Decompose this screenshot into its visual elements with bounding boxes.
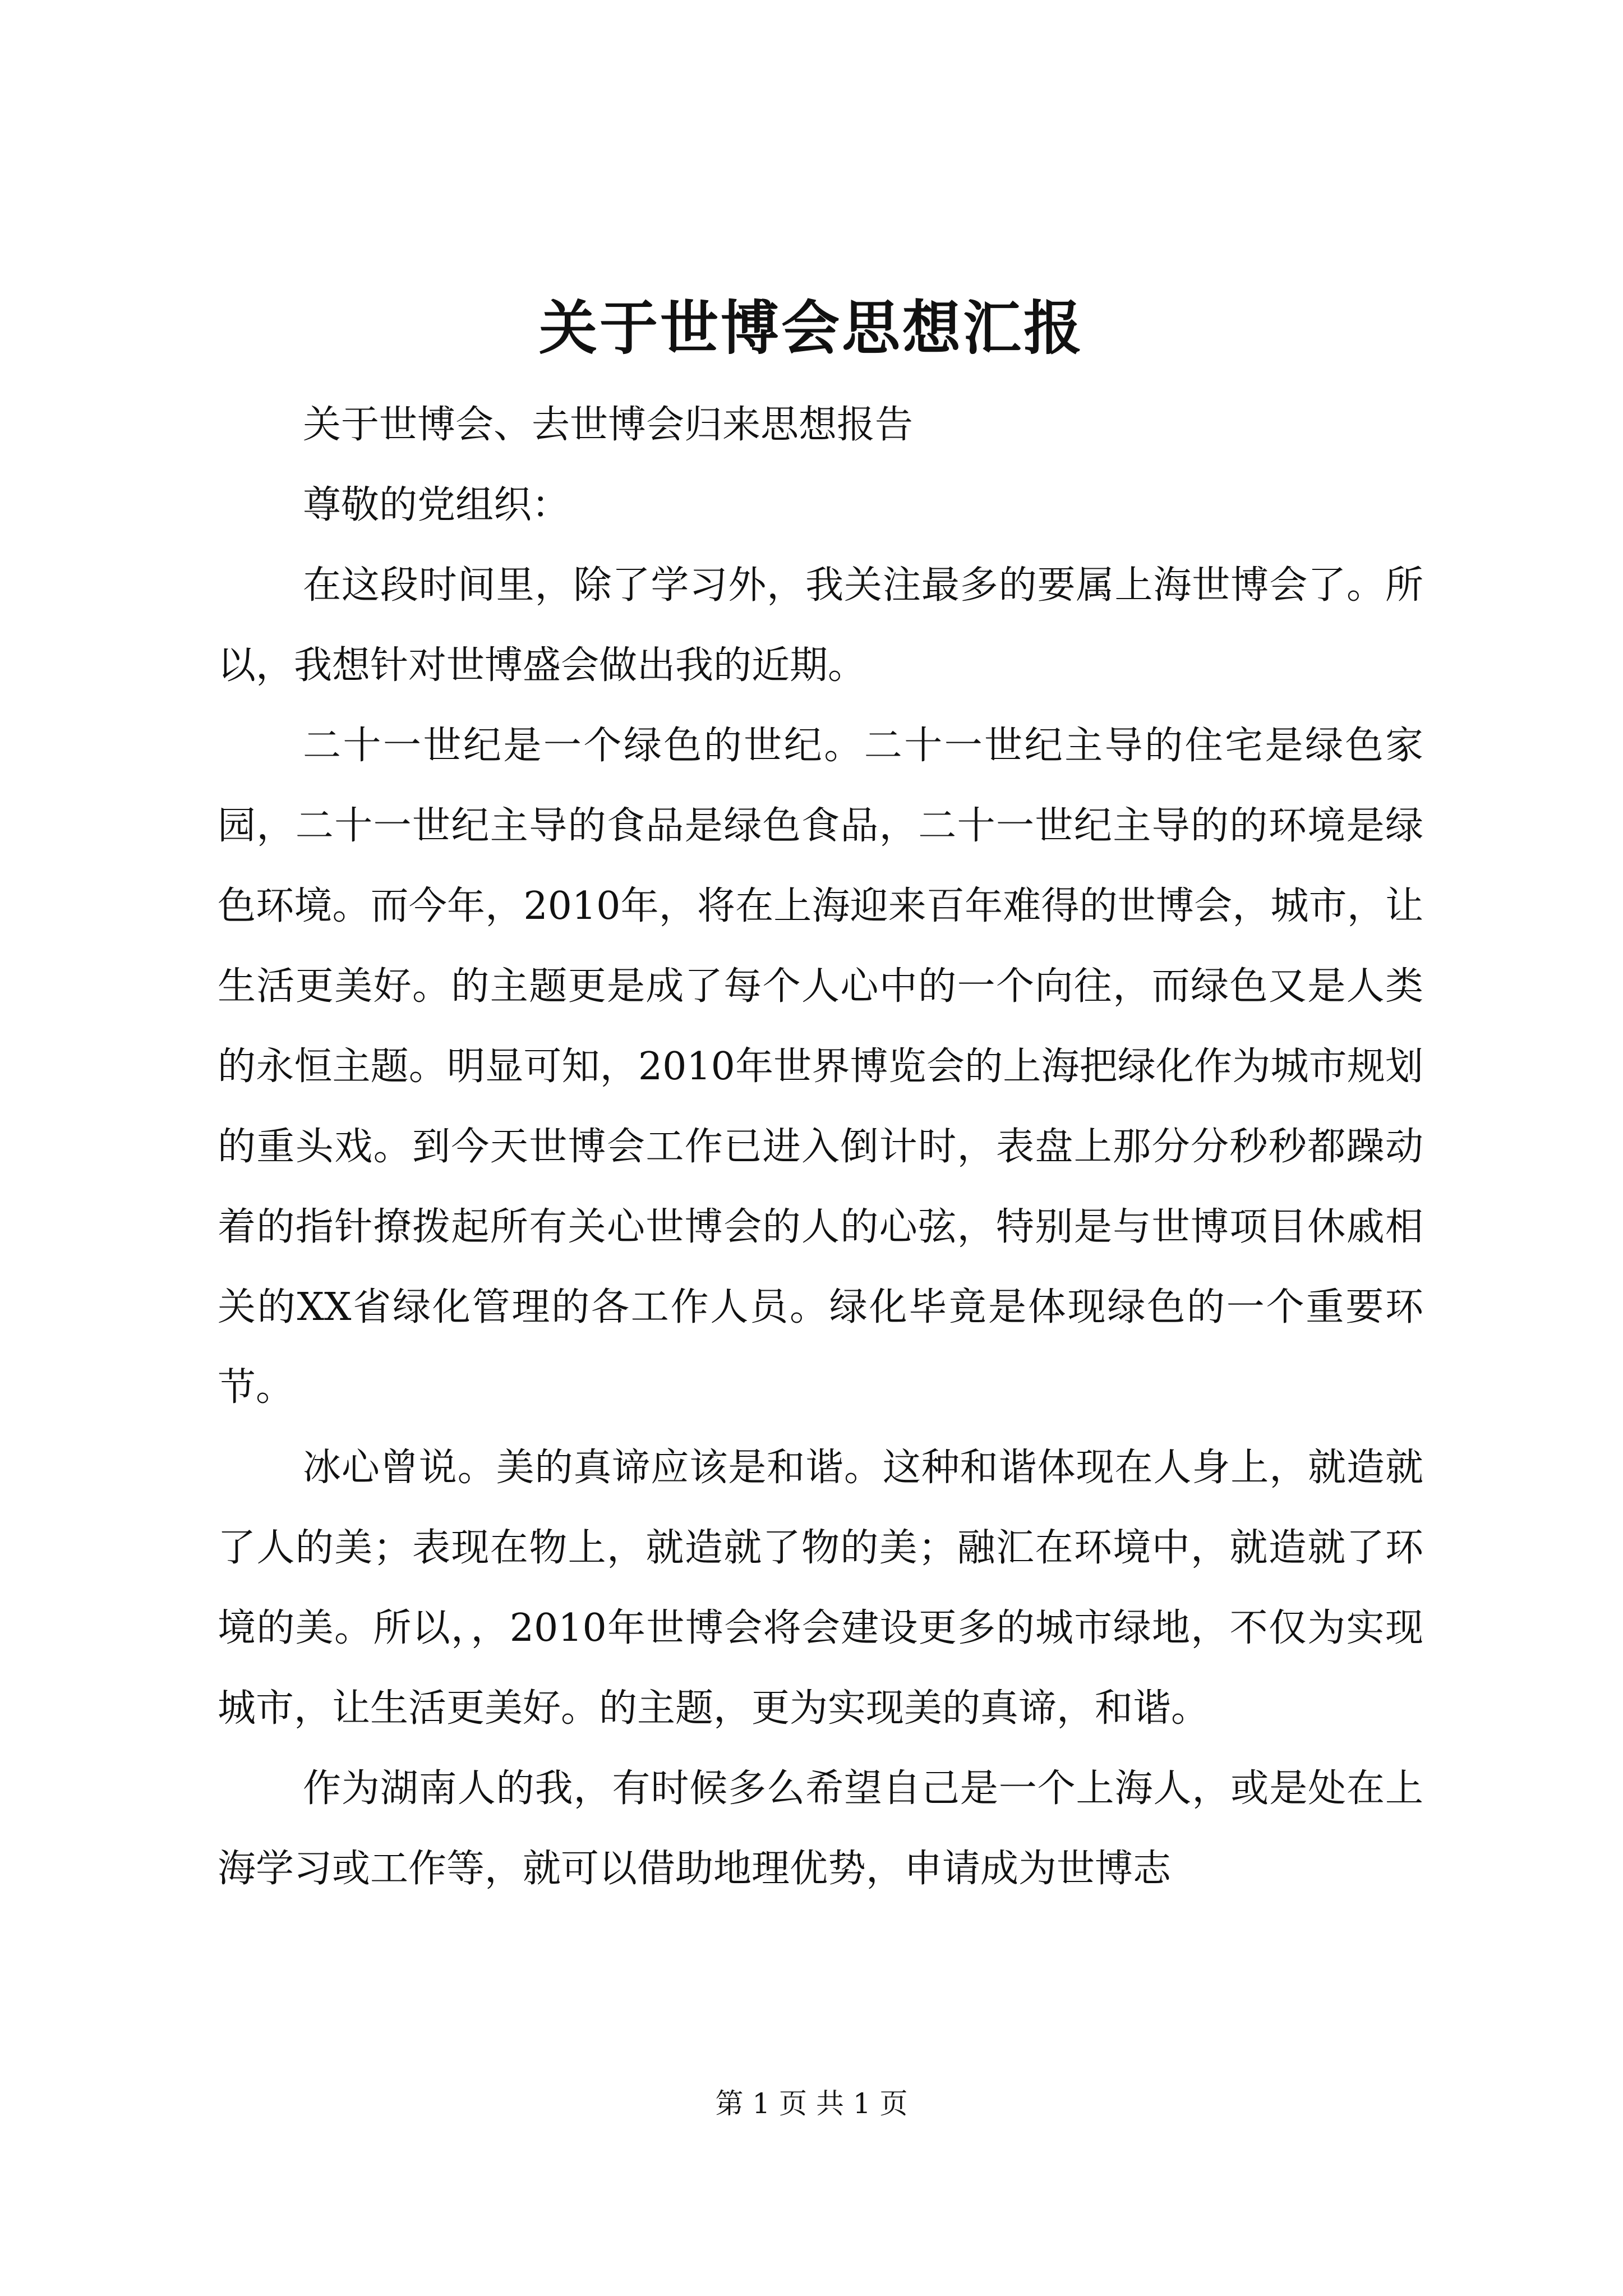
paragraph-2: 二十一世纪是一个绿色的世纪。二十一世纪主导的住宅是绿色家园，二十一世纪主导的食品是绿色食品，二十一世纪主导的的环境是绿色环境。而今年，2010年，将在上海迎来百年难得的世博会，城市，让生活更美好。的主题更是成了每个人心中的一个向往，而绿色又是人类的永恒主题。明显可知，2010年世界博览会的上海把绿化作为城市规划的重头戏。到今天世博会工作已进入倒计时，表盘上那分分秒秒都躁动着的指针撩拨起所有关心世博会的人的心弦，特别是与世博项目休戚相关的XX省绿化管理的各工作人员。绿化毕竟是体现绿色的一个重要环节。 — [218, 724, 1423, 1410]
paragraph-3: 冰心曾说。美的真谛应该是和谐。这种和谐体现在人身上，就造就了人的美；表现在物上，就造就了物的美；融汇在环境中，就造就了环境的美。所以，，2010年世博会将会建设更多的城市绿地，不仅为实现城市，让生活更美好。的主题，更为实现美的真谛，和谐。 — [218, 1446, 1423, 1731]
document-title: 关于世博会思想汇报 — [538, 293, 1084, 362]
paragraph-subtitle: 关于世博会、去世博会归来思想报告 — [303, 403, 914, 447]
paragraph-1: 在这段时间里，除了学习外，我关注最多的要属上海世博会了。所以，我想针对世博盛会做出我的近期。 — [218, 563, 1423, 688]
paragraph-salutation: 尊敬的党组织： — [303, 483, 570, 527]
paragraph-4: 作为湖南人的我，有时候多么希望自己是一个上海人，或是处在上海学习或工作等，就可以借助地理优势，申请成为世博志 — [218, 1766, 1423, 1891]
page-footer: 第 1 页 共 1 页 — [715, 2087, 908, 2120]
document-body — [218, 385, 1423, 1909]
